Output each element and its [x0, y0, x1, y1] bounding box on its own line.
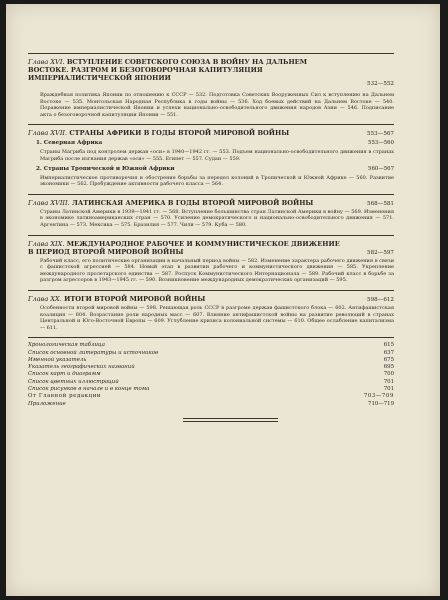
divider — [28, 235, 394, 236]
section-title: 2. Страны Тропической и Южной Африки — [36, 165, 175, 172]
chapter-label: Глава XVIII. — [28, 198, 70, 207]
list-item — [28, 364, 394, 371]
divider — [28, 290, 394, 291]
section-summary: Империалистическое противоречия и обострение борьбы за передел колоний в Тропической и Южной Африке — 560. Развитие экономики — 562. Пробуждение активности рабочего класса — 564. — [40, 174, 394, 188]
table-of-contents — [28, 50, 394, 428]
section-pages: 560—567 — [368, 165, 394, 172]
chapter-heading — [28, 129, 394, 137]
end-ornament — [28, 408, 394, 428]
list-item-label: Список цветных иллюстраций — [28, 378, 119, 385]
chapter-16 — [28, 53, 394, 118]
chapter-label: Глава XX. — [28, 294, 62, 303]
list-item-page: 637 — [383, 349, 394, 356]
divider — [28, 194, 394, 195]
end-rule — [183, 418, 278, 419]
chapter-heading — [28, 295, 394, 303]
chapter-label: Глава XVII. — [28, 129, 68, 138]
list-item-page: 695 — [383, 364, 394, 371]
list-item-page: 675 — [383, 356, 394, 363]
chapter-summary: Рабочий класс, его политические организации в начальный период войны — 582. Изменение характера рабочего движения в связи с фашистской агрессией — 584. Новый этап в развитии рабочего и коммунистического движения — 585. Укрепление международного пролетарского единства — 587. Роспуск Коммунистического Интернационала — 589. Рабочий класс в борьбе за разгром агрессоров в 1943—1945 гг. — 590. Возникновение международных демократических организаций — 595. — [40, 257, 394, 284]
chapter-pages: 568—581 — [367, 200, 394, 207]
chapter-pages: 532—552 — [367, 81, 394, 87]
list-item — [28, 350, 394, 357]
chapter-18 — [28, 194, 394, 229]
chapter-title: ИТОГИ ВТОРОЙ МИРОВОЙ ВОЙНЫ — [64, 294, 206, 303]
list-item-page: 703—709 — [363, 393, 394, 400]
list-item-label: Хронологическая таблица — [28, 342, 105, 349]
back-matter-list — [28, 342, 394, 408]
chapter-pages: 582—597 — [367, 249, 394, 256]
section-summary: Страны Магриба под контролем держав «оси» в 1940—1942 гг. — 553. Подъем национально-освободительного движения в странах Магриба после изгнания держав «оси» — 555. Египет — 557. Судан — 559. — [40, 149, 394, 162]
list-item — [28, 371, 394, 378]
chapter-title: ВСТУПЛЕНИЕ СОВЕТСКОГО СОЮЗА В ВОЙНУ НА ДАЛЬНЕМ ВОСТОКЕ. РАЗГРОМ И БЕЗОГОВОРОЧНАЯ КАПИТУЛЯЦИЯ ИМПЕРИАЛИСТИЧЕСКОЙ ЯПОНИИ — [28, 58, 307, 82]
chapter-summary: Страны Латинской Америки в 1939—1941 гг. — 568. Вступление большинства стран Латинской Америки в войну — 569. Изменения в экономике латиноамериканских стран — 570. Усиление демократического и национально-освободительного движения — 571. Аргентина — 573. Мексика — 575. Бразилия — 577. Чили — 579. Куба — 580. — [40, 208, 394, 228]
list-item-label: Список основной литературы и источников — [28, 349, 159, 356]
section-title: 1. Северная Африка — [36, 140, 103, 147]
chapter-heading — [28, 240, 394, 256]
list-item — [28, 379, 394, 386]
list-item-label: Приложение — [28, 400, 66, 407]
list-item-page: 615 — [383, 342, 394, 349]
list-item — [28, 401, 394, 408]
chapter-label: Глава XIX. — [28, 239, 65, 248]
list-item — [28, 342, 394, 349]
list-item-label: Список карт и диаграмм — [28, 371, 101, 378]
chapter-heading — [28, 199, 394, 207]
list-item-label: Список рисунков в начале и в конце тома — [28, 386, 150, 393]
list-item-label: От Главной редакции — [28, 393, 102, 400]
chapter-summary: Особенности второй мировой войны — 598. Решающая роль СССР в разгроме держав фашистского блока — 602. Антифашистская коалиция — 604. Возрастание роли народных масс — 607. Влияние антифашистской войны на развитие революций в странах Центральной и Юго-Восточной Европы — 609. Углубление кризиса колониальной системы — 610. Общее ослабление капитализма — 611. — [40, 304, 394, 331]
divider — [28, 337, 394, 338]
chapter-title: ЛАТИНСКАЯ АМЕРИКА В ГОДЫ ВТОРОЙ МИРОВОЙ ВОЙНЫ — [72, 198, 314, 207]
list-item-page: 701 — [383, 378, 394, 385]
section-north-africa — [36, 140, 394, 162]
chapter-pages: 598—612 — [367, 296, 394, 303]
chapter-20 — [28, 290, 394, 331]
chapter-17 — [28, 124, 394, 187]
chapter-19 — [28, 235, 394, 284]
chapter-title: МЕЖДУНАРОДНОЕ РАБОЧЕЕ И КОММУНИСТИЧЕСКОЕ ДВИЖЕНИЕ В ПЕРИОД ВТОРОЙ МИРОВОЙ ВОЙНЫ — [28, 239, 340, 256]
list-item — [28, 393, 394, 400]
section-tropical-africa — [36, 166, 394, 188]
chapter-summary: Враждебная политика Японии по отношению к СССР — 532. Подготовка Советских Вооруженных Сил к вступлению на Дальнем Востоке — 535. Монгольская Народная Республика в годы войны — 536. Ход боевых действий на Дальнем Востоке — 540. Поражение империалистической Японии и успехи национально-освободительного движения народов Азии — 546. Подписание акта о безоговорочной капитуляции Японии — 551. — [40, 92, 394, 118]
chapter-label: Глава XVI. — [28, 58, 65, 66]
divider — [28, 53, 394, 54]
list-item-page: 700 — [383, 371, 394, 378]
book-page — [6, 4, 440, 596]
list-item-label: Именной указатель — [28, 356, 87, 363]
list-item-page: 710—719 — [368, 400, 394, 407]
chapter-heading — [28, 58, 394, 82]
end-rule — [183, 421, 278, 422]
list-item-page: 701 — [383, 386, 394, 393]
section-pages: 553—560 — [368, 140, 394, 147]
list-item-label: Указатель географических названий — [28, 364, 135, 371]
chapter-pages: 553—567 — [367, 131, 394, 138]
divider — [28, 124, 394, 125]
chapter-title: СТРАНЫ АФРИКИ В ГОДЫ ВТОРОЙ МИРОВОЙ ВОЙНЫ — [69, 129, 290, 138]
list-item — [28, 386, 394, 393]
